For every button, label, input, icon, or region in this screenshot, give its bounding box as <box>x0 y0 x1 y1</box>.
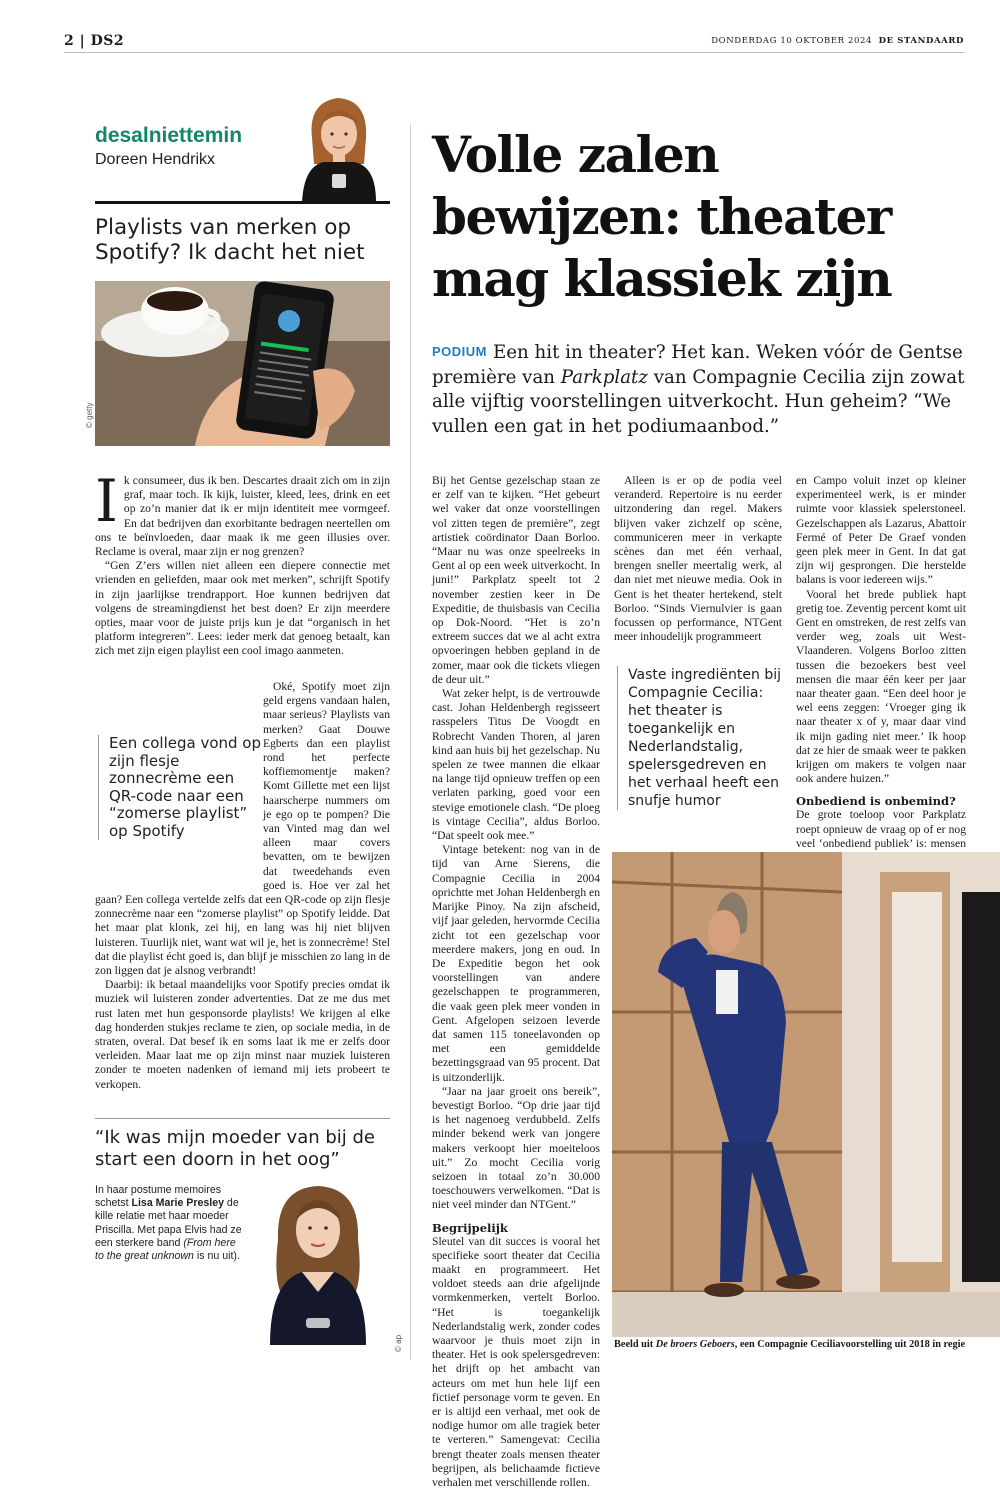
dropcap: I <box>95 467 118 535</box>
teaser-photo-credit: © ap <box>394 1334 403 1352</box>
column-paragraph-1: Ik consumeer, dus ik ben. Descartes draait zich om in zijn graf, maar toch. Ik kijk, luister, kleed, lees, drink en eet op zo’n manier dat ik er mijn identiteit mee vormgeef. En dat bedrijven dan exorbitante bedragen neertellen om ons te beïnvloeden, daar maak ik me geen illusies over. Reclame is overal, maar zijn er nog grenzen? <box>95 467 390 559</box>
article-paragraph-1: Bij het Gentse gezelschap staan ze er zelf van te kijken. “Het gebeurt wel vaker dat onze voorstellingen vol zitten tegen de première”, zegt artistiek coördinator Daan Borloo. “Maar nu was onze speelreeks in Gent al op een week uitverkocht. In juni!” Parkplatz speelt tot 2 november zestien keer in De Expeditie, de thuisbasis van Cecilia op Dok-Noord. “Het is zo’n extreem succes dat we al acht extra opvoeringen hebben gepland in de zomer, maar ook die tickets vliegen de deur uit.” <box>432 474 600 686</box>
section-label: PODIUM <box>432 344 487 359</box>
caption-title: De broers Geboers <box>655 1339 735 1350</box>
column-paragraph-4: Daarbij: ik betaal maandelijks voor Spotify precies omdat ik muziek wil luisteren zonder advertenties. Dat ze me dus met rust laten met hun gesponsorde playlists! We krijgen al elke dag honderden stukjes reclame te zien, op sociale media, in de straten, overal. Dat besef ik en soms laat ik me er zelfs door verleiden. Maar laat me op zijn minst naar muziek luisteren zonder te moeten nadenken of iemand mij iets probeert te verkopen. <box>95 978 390 1091</box>
column-paragraph-2: “Gen Z’ers willen niet alleen een diepere connectie met vrienden en geliefden, maar ook met merken”, schrijft Spotify in zijn jaarlijkse trendrapport. Hoe kunnen bedrijven dat volgens de streamingdienst het best doen? Er zijn meerdere opties, maar voor de juiste prijs kun je dat “organisch in het platform integreren”. Lees: ieder merk dat genoeg betaalt, kan zich met zijn eigen playlist een cool imago aanmeten. <box>95 559 390 658</box>
header-rule <box>64 52 964 53</box>
stage-photo-illustration <box>612 852 1000 1337</box>
article-column-3 <box>796 474 966 850</box>
subhead-begrijpelijk: Begrijpelijk <box>432 1220 508 1235</box>
photo-caption: Beeld uit De broers Geboers, een Compagnie Ceciliavoorstelling uit 2018 in regie <box>614 1339 966 1350</box>
column-author: Doreen Hendrikx <box>95 151 216 168</box>
phone-photo-illustration <box>95 281 390 446</box>
teaser-book: (From here to the great unknown <box>95 1236 236 1263</box>
column-body-top <box>95 467 390 659</box>
teaser-name: Lisa Marie Presley <box>131 1197 224 1210</box>
lead-title: Parkplatz <box>560 366 648 388</box>
teaser-text: In haar postume memoires schetst Lisa Marie Presley de kille relatie met haar moeder Priscilla. Met papa Elvis had ze een sterkere band (From here to the great unknown is nu uit). <box>95 1184 242 1263</box>
article-paragraph-4: “Jaar na jaar groeit ons bereik”, bevestigt Borloo. “Op drie jaar tijd is het nagenoeg verdubbeld. Zelfs minder bekend werk van jongere makers verkoopt hier moeiteloos uit.” Zo mocht Cecilia vorig seizoen in totaal zo’n 30.000 toeschouwers verwelkomen. “Dat is niet veel minder dan NTGent.” <box>432 1084 600 1212</box>
column-paragraph-3: Oké, Spotify moet zijn geld ergens vandaan halen, maar serieus? Playlists van merken? Gaat Douwe Egberts dan een playlist rond het perfecte koffiemomentje maken? Komt Gillette met een lijst haarscherpe nummers om je ego op te pompen? Die van Vinted mag dan wel alleen maar covers bevatten, om te bewijzen dat tweedehands even goed is. Hoe ver zal het gaan? Een collega vertelde zelfs dat een QR-code op zijn flesje zonnecrème naar een “zomerse playlist” op Spotify leidde. Dat het maar plat klonk, zei hij, en lang was hij niet blijven luisteren. Tuurlijk niet, want wat wil je, het is zonnecrème! Stel dat die playlist écht goed is, dan blijf je misschien zo lang in de zon liggen dat je alsnog verbrandt! <box>95 680 390 978</box>
article-paragraph-3: Vintage betekent: nog van in de tijd van Arne Sierens, die Compagnie Cecilia in 2004 oprichtte met Johan Heldenbergh en Marijke Pinoy. Na zijn afscheid, vijf jaar geleden, hervormde Cecilia zicht tot een gezelschap voor meerdere makers, jong en oud. In De Expeditie begon het ook voorstellingen van andere gezelschappen te programmeren, die vaak geen plek meer vonden in Gent. Afgelopen seizoen leverde dat samen 115 toneelavonden op met een gemiddelde bezettingsgraad van 95 procent. Dat is uitzonderlijk. <box>432 843 600 1084</box>
column-headline: Playlists van merken op Spotify? Ik dacht het niet <box>95 215 365 265</box>
photo-credit: © getty <box>85 402 94 428</box>
teaser-rule <box>95 1118 390 1119</box>
author-portrait <box>298 94 380 202</box>
article-headline: Volle zalen bewijzen: theater mag klassiek zijn <box>432 125 892 308</box>
teaser-photo <box>248 1180 388 1345</box>
article-lead: PODIUM Een hit in theater? Het kan. Weken vóór de Gentse première van Parkplatz van Compagnie Cecilia zijn zowat alle vijftig voorstellingen uitverkocht. Hun geheim? “We vullen een gat in het podiumaanbod.” <box>432 342 965 437</box>
column-photo <box>95 281 390 446</box>
page-section: 2 | DS2 <box>64 33 125 49</box>
article-paragraph-7: en Campo voluit inzet op kleiner experimenteel werk, is er minder ruimte voor klassiek spelerstoneel. Gezelschappen als Lazarus, Abattoir Fermé of Peter De Graef vonden geen plek meer in Gent. In dat gat zijn wij gesprongen. Die herstelde balans is voor iedereen wijs.” <box>796 474 966 587</box>
article-pullquote: Vaste ingrediënten bij Compagnie Cecilia: het theater is toegankelijk en Nederlandstalig, spelersgedreven en het verhaal heeft een snufje humor <box>617 666 787 810</box>
article-column-2 <box>614 474 782 644</box>
newspaper-name: DE STANDAARD <box>878 36 964 46</box>
column-divider <box>410 124 411 1360</box>
article-paragraph-5: Sleutel van dit succes is vooral het specifieke soort theater dat Cecilia maakt en programmeert. Het voldoet steeds aan drie afgelijnde vormkenmerken, vertelt Borloo. “Het is toegankelijk Nederlandstalig werk, zonder codes waarvoor je thuis moet zijn in theater. Het is ook spelersgedreven: het drijft op het ambacht van acteurs om met hun hele lijf een fictief personage vorm te geven. En er is altijd een verhaal, met ook de nodige humor om alle tragiek beter te verteren.” Samengevat: Cecilia brengt theater zoals mensen theater begrijpen, als belichaamde fictieve verhalen met verschillende rollen. <box>432 1234 600 1490</box>
teaser-title[interactable]: “Ik was mijn moeder van bij de start een doorn in het oog” <box>95 1127 376 1170</box>
article-column-1 <box>432 474 600 1490</box>
date: DONDERDAG 10 OKTOBER 2024 <box>711 36 873 46</box>
article-paragraph-6: Alleen is er op de podia veel veranderd. Repertoire is nu eerder uitzondering dan regel. Makers blijven vaker zichzelf op scène, communiceren meer in verkapte scènes dan met één verhaal, brengen sneller meertalig werk, al dan niet met nieuwe media. Ook in Gent is het theater hertekend, stelt Borloo. “Sinds Viernulvier is gaan focussen op performance, NTGent meer inhoudelijk programmeert <box>614 474 782 644</box>
column-top-rule <box>95 201 390 204</box>
article-paragraph-8: Vooral het brede publiek hapt gretig toe. Zeventig percent komt uit Gent en omstreken, de rest zelfs van verder weg, zoals uit West-Vlaanderen. Volgens Borloo zitten tussen die bezoekers best veel mensen die maar één keer per jaar naar theater gaan. “Een deel hoor je wel eens zeggen: ‘Vroeger ging ik naar theater x of y, maar daar vind ik mijn gading niet meer.’ Ik hoop dat ze hier de smaak weer te pakken krijgen om makers te volgen naar ook andere huizen.” <box>796 587 966 786</box>
column-kicker: desalniettemin <box>95 124 243 147</box>
article-paragraph-9: De grote toeloop voor Parkplatz roept opnieuw de vraag op of er nog veel ‘onbediend publiek’ is: mensen <box>796 808 966 850</box>
article-paragraph-2: Wat zeker helpt, is de vertrouwde cast. Johan Heldenbergh regisseert rasspelers Titus De Voogdt en Robrecht Vanden Thoren, al jaren kind aan huis bij het gezelschap. Nu spelen ze twee mannen die elkaar na lange tijd opnieuw treffen op een verlaten parking, goed voor een stevige emotionele clash. “De ploeg is vintage Cecilia”, aldus Borloo. “Dat speelt ook mee.” <box>432 687 600 843</box>
subhead-onbediend: Onbediend is onbemind? <box>796 794 956 809</box>
column-pullquote: Een collega vond op zijn flesje zonnecrème een QR-code naar een “zomerse playlist” op Spotify <box>98 735 263 840</box>
article-photo <box>612 852 1000 1337</box>
dateline <box>711 36 964 46</box>
